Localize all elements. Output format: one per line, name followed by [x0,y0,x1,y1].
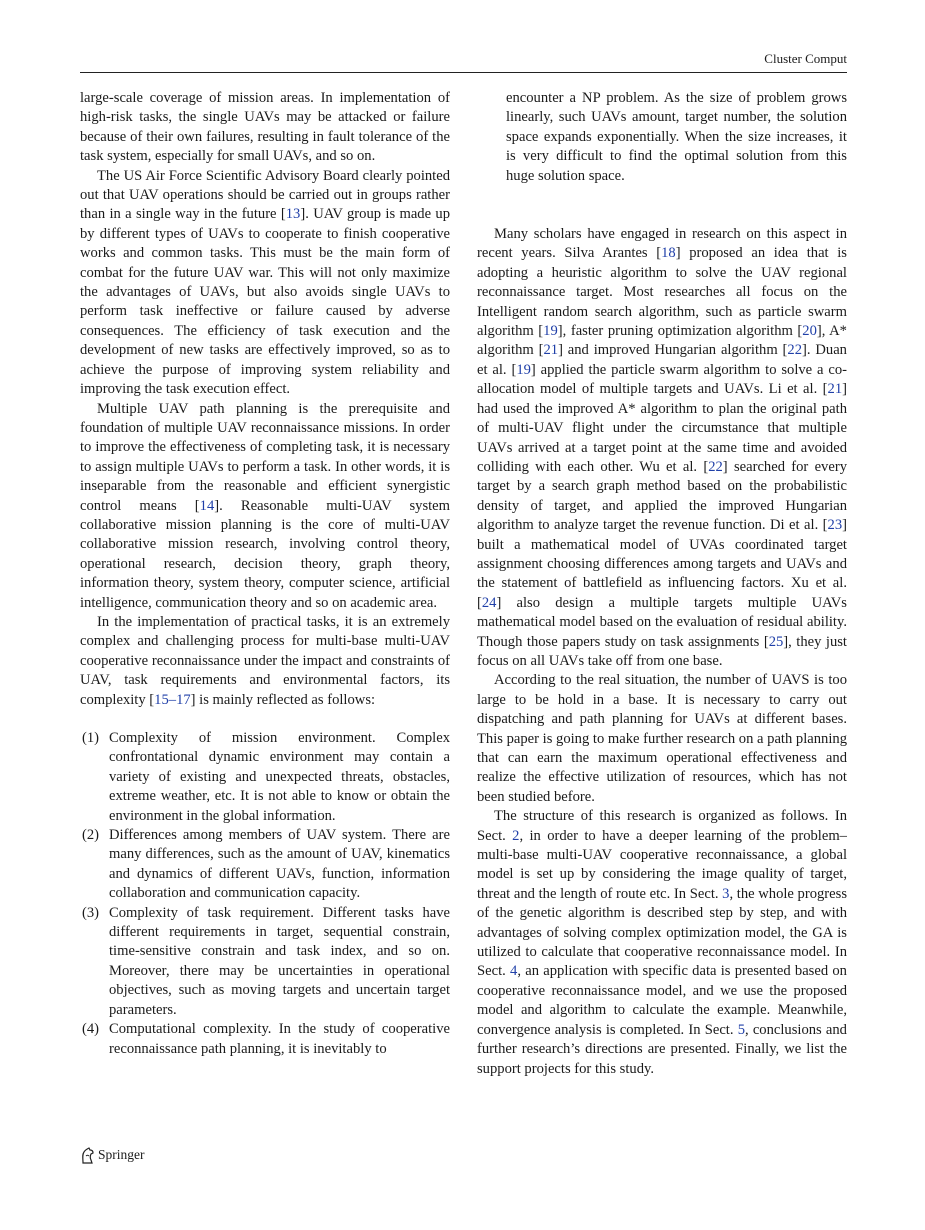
publisher-name: Springer [98,1147,145,1162]
section-link[interactable]: 5 [737,1021,745,1038]
text-run: ] and improved Hungarian algorithm [ [558,342,788,359]
citation-link[interactable]: 21 [543,342,559,359]
list-item [80,826,450,904]
text-run: , conclusions and further research’s directions are presented. Finally, we list the support projects for this study. [477,1021,847,1077]
text-run: Many scholars have engaged in research on this aspect in recent years. Silva Arantes [ [477,226,847,262]
list-item [80,1020,450,1059]
text-run: , the whole progress of the genetic algorithm is described step by step, and with advantages of solving complex optimization model, the GA is utilized to calculate that cooperative reconnaissance model. In Sect. [477,885,848,980]
citation-link[interactable]: 22 [787,342,802,359]
list-item [80,729,450,826]
text-run: The structure of this research is organized as follows. In Sect. [477,808,847,844]
list-item-text: Complexity of task requirement. Different tasks have different requirements in target, sequential constrain, time-sensitive constrain and task index, and so on. Moreover, there may be uncertainties in operational objectives, such as moving targets and uncertain target parameters. [109,904,450,1018]
text-run: ]. UAV group is made up by different types of UAVs to cooperate to finish cooperative works and common tasks. This must be the main form of combat for the future UAV war. This will not only maximize the advantages of UAVs, but also avoids single UAVs to perform task ineffective or failure caused by adverse consequences. The efficiency of task execution and the development of new tasks are effectively improved, so as to achieve the purpose of improving system reliability and improving the task execution effect. [80,206,451,398]
text-run: ] also design a multiple targets multiple UAVs mathematical model based on the evaluation of residual ability. Though those papers study on task assignments [ [477,594,847,650]
citation-link[interactable]: 19 [543,323,558,340]
text-run: In the implementation of practical tasks, it is an extremely complex and challenging process for multi-base multi-UAV cooperative reconnaissance under the impact and constraints of UAV, task requirements and environmental factors, its complexity [ [80,613,450,708]
paragraph [80,400,450,613]
text-run: Multiple UAV path planning is the prerequisite and foundation of multiple UAV reconnaissance missions. In order to improve the effectiveness of completing task, it is necessary to assign multiple UAVs to perform a task. In other words, it is inseparable from the reasonable and efficient synergistic control means [ [80,400,450,514]
list-number: (2) [82,827,100,844]
section-link[interactable]: 3 [722,885,730,902]
text-run: ] had used the improved A* algorithm to plan the original path of multi-UAV flight under the circumstance that multiple UAVs arrived at a target point at the same time and avoided colliding with each other. Wu et al. [ [477,381,847,475]
citation-link[interactable]: 25 [768,633,784,650]
citation-link[interactable]: 24 [481,594,497,611]
text-run: , an application with specific data is presented based on cooperative reconnaissance model, and we use the proposed model and algorithm to calculate the example. Meanwhile, convergence analysis is completed. In Sect. [477,963,847,1038]
citation-link[interactable]: 23 [827,517,843,534]
list-item-text: Differences among members of UAV system. There are many differences, such as the amount of UAV, kinematics and dynamics of different UAVs, function, information collaboration and communication capacity. [109,827,450,902]
paragraph [477,807,847,1079]
citation-link[interactable]: 22 [708,458,723,475]
paragraph: According to the real situation, the number of UAVS is too large to be hold in a base. It is necessary to carry out dispatching and path planning for UAVs at different bases. This paper is going to make further research on a path planning that can earn the maximum operational effectiveness and realize the effective utilization of resources, which has not been studied before. [477,672,847,805]
list-number: (1) [82,730,100,746]
text-run: ], they just focus on all UAVs take off from one base. [477,633,847,669]
citation-link[interactable]: 19 [516,361,531,378]
text-run: ] is mainly reflected as follows: [190,691,376,708]
list-item-text: Complexity of mission environment. Complex confrontational dynamic environment may contain a variety of existing and unexpected threats, obstacles, extreme weather, etc. It is not able to know or obtain the environment in the global information. [109,730,450,824]
spacer [477,186,847,225]
list-item-continuation: encounter a NP problem. As the size of problem grows linearly, such UAVs amount, target number, the solution space expands exponentially. When the size increases, it is very difficult to find the optimal solution from this huge solution space. [506,90,847,184]
citation-link[interactable]: 15–17 [154,691,191,708]
section-link[interactable]: 4 [510,963,518,980]
springer-horse-icon [80,1147,95,1164]
list-number: (4) [82,1021,100,1038]
text-run: ] proposed an idea that is adopting a heuristic algorithm to solve the UAV regional reconnaissance target. Most researches all focus on the Intelligent random search algorithm, such as particle swarm algorithm [ [477,245,847,340]
text-run: ] built a mathematical model of UVAs coordinated target assignment choosing differences among targets and UAVs and the statement of battlefield as influencing factors. Xu et al. [ [477,517,847,611]
text-run: ], faster pruning optimization algorithm [ [557,323,803,340]
text-run: ] applied the particle swarm algorithm to solve a co-allocation model of multiple targets and UAVs. Li et al. [ [477,361,847,398]
page-header [80,48,847,73]
text-run: ] searched for every target by a search graph method based on the probabilistic density of target, and applied the improved Hungarian algorithm to analyze target the revenue function. Di et al. [ [477,458,847,534]
list-item [80,904,450,1020]
left-column [80,89,450,1059]
citation-link[interactable]: 18 [661,245,676,262]
citation-link[interactable]: 14 [199,497,215,514]
list-item-text: Computational complexity. In the study of cooperative reconnaissance path planning, it is inevitably to [109,1021,450,1057]
text-run: ]. Reasonable multi-UAV system collaborative mission planning is the core of multi-UAV collaborative mission research, involving control theory, operational research, decision theory, graph theory, information theory, system theory, computer science, artificial intelligence, communication theory and so on academic area. [80,497,451,611]
paragraph: large-scale coverage of mission areas. In implementation of high-risk tasks, the single UAVs may be attacked or failure because of their own failures, resulting in fault tolerance of the task system, especially for small UAVs, and so on. [80,90,450,165]
paragraph [477,225,847,671]
text-run: ]. Duan et al. [ [477,342,847,378]
citation-link[interactable]: 21 [827,381,843,398]
citation-link[interactable]: 13 [285,206,301,223]
citation-link[interactable]: 20 [802,323,817,340]
text-run: , in order to have a deeper learning of the problem–multi-base multi-UAV cooperative reconnaissance, a global model is set up by considering the image quality of target, threat and the length of route etc. In Sect. [477,827,847,902]
right-column [477,89,847,1079]
paragraph [80,167,450,400]
paragraph [80,613,450,710]
complexity-list [80,729,450,1059]
list-number: (3) [82,904,100,921]
running-head: Cluster Comput [764,51,847,66]
text-run: The US Air Force Scientific Advisory Board clearly pointed out that UAV operations should be carried out in groups rather than in a single way in the future [ [80,167,450,223]
text-run: ], A* algorithm [ [477,323,847,359]
page-footer [80,1145,145,1165]
section-link[interactable]: 2 [512,827,520,844]
